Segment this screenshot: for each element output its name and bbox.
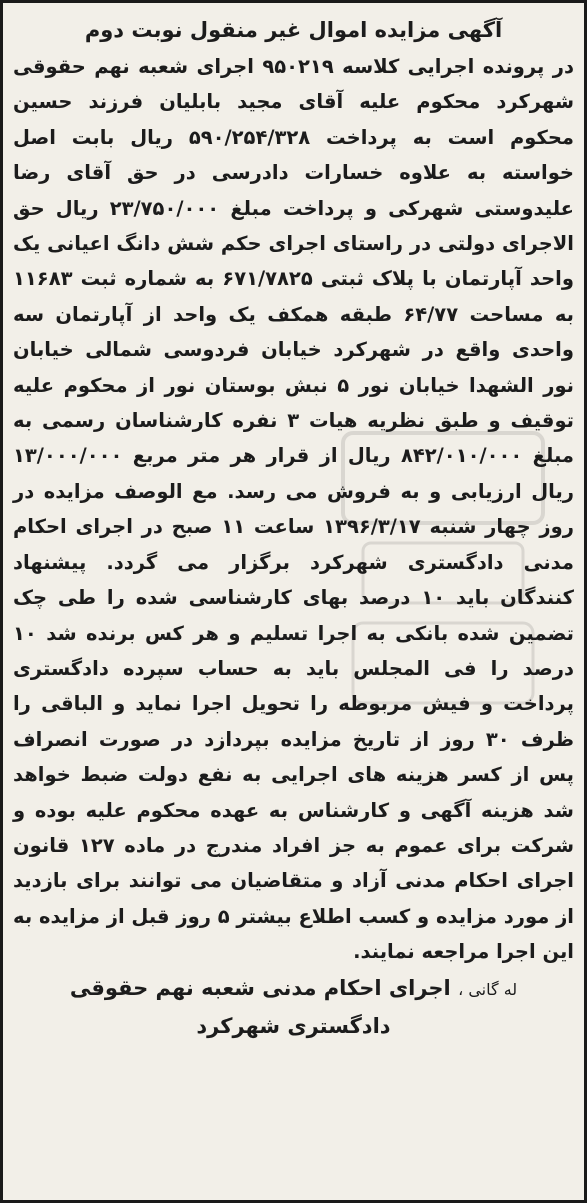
notice-content	[13, 11, 574, 1192]
notice-title: آگهی مزایده اموال غیر منقول نوبت دوم	[84, 18, 503, 42]
notice-signature	[13, 970, 574, 1045]
signature-line-2: دادگستری شهرکرد	[196, 1013, 391, 1038]
signature-name: له گانی ،	[458, 979, 518, 999]
notice-body: در پرونده اجرایی کلاسه ۹۵۰۲۱۹ اجرای شعبه نهم حقوقی شهرکرد محکوم علیه آقای مجید بابلیان فرزند حسین محکوم است به پرداخت ۵۹۰/۲۵۴/۳۲۸ ریال بابت اصل خواسته به علاوه خسارات دادرسی در حق آقای رضا علیدوستی شهرکی و پرداخت مبلغ ۲۳/۷۵۰/۰۰۰ ریال حق الاجرای دولتی در راستای اجرای حکم شش دانگ اعیانی یک واحد آپارتمان با پلاک ثبتی ۶۷۱/۷۸۲۵ به شماره ثبت ۱۱۶۸۳ به مساحت ۶۴/۷۷ طبقه همکف یک واحد از آپارتمان سه واحدی واقع در شهرکرد خیابان فردوسی شمالی خیابان نور الشهدا خیابان نور ۵ نبش بوستان نور از محکوم علیه توقیف و طبق نظریه هیات ۳ نفره کارشناسان رسمی به مبلغ ۸۴۲/۰۱۰/۰۰۰ ریال از قرار هر متر مربع ۱۳/۰۰۰/۰۰۰ ریال ارزیابی و به فروش می رسد. مع الوصف مزایده در روز چهار شنبه ۱۳۹۶/۳/۱۷ ساعت ۱۱ صبح در اجرای احکام مدنی دادگستری شهرکرد برگزار می گردد. پیشنهاد کنندگان باید ۱۰ درصد بهای کارشناسی شده را طی چک تضمین شده بانکی به اجرا تسلیم و هر کس برنده شد ۱۰ درصد را فی المجلس باید به حساب سپرده دادگستری پرداخت و فیش مربوطه را تحویل اجرا نماید و الباقی را ظرف ۳۰ روز از تاریخ مزایده بپردازد در صورت انصراف پس از کسر هزینه های اجرایی به نفع دولت ضبط خواهد شد هزینه آگهی و کارشناس به عهده محکوم علیه بوده و شرکت برای عموم به جز افراد مندرج در ماده ۱۲۷ قانون اجرای احکام مدنی آزاد و متقاضیان می توانند برای بازدید از مورد مزایده و کسب اطلاع بیشتر ۵ روز قبل از مزایده به این اجرا مراجعه نمایند.	[13, 55, 575, 964]
signature-line-1: اجرای احکام مدنی شعبه نهم حقوقی	[69, 975, 451, 1000]
